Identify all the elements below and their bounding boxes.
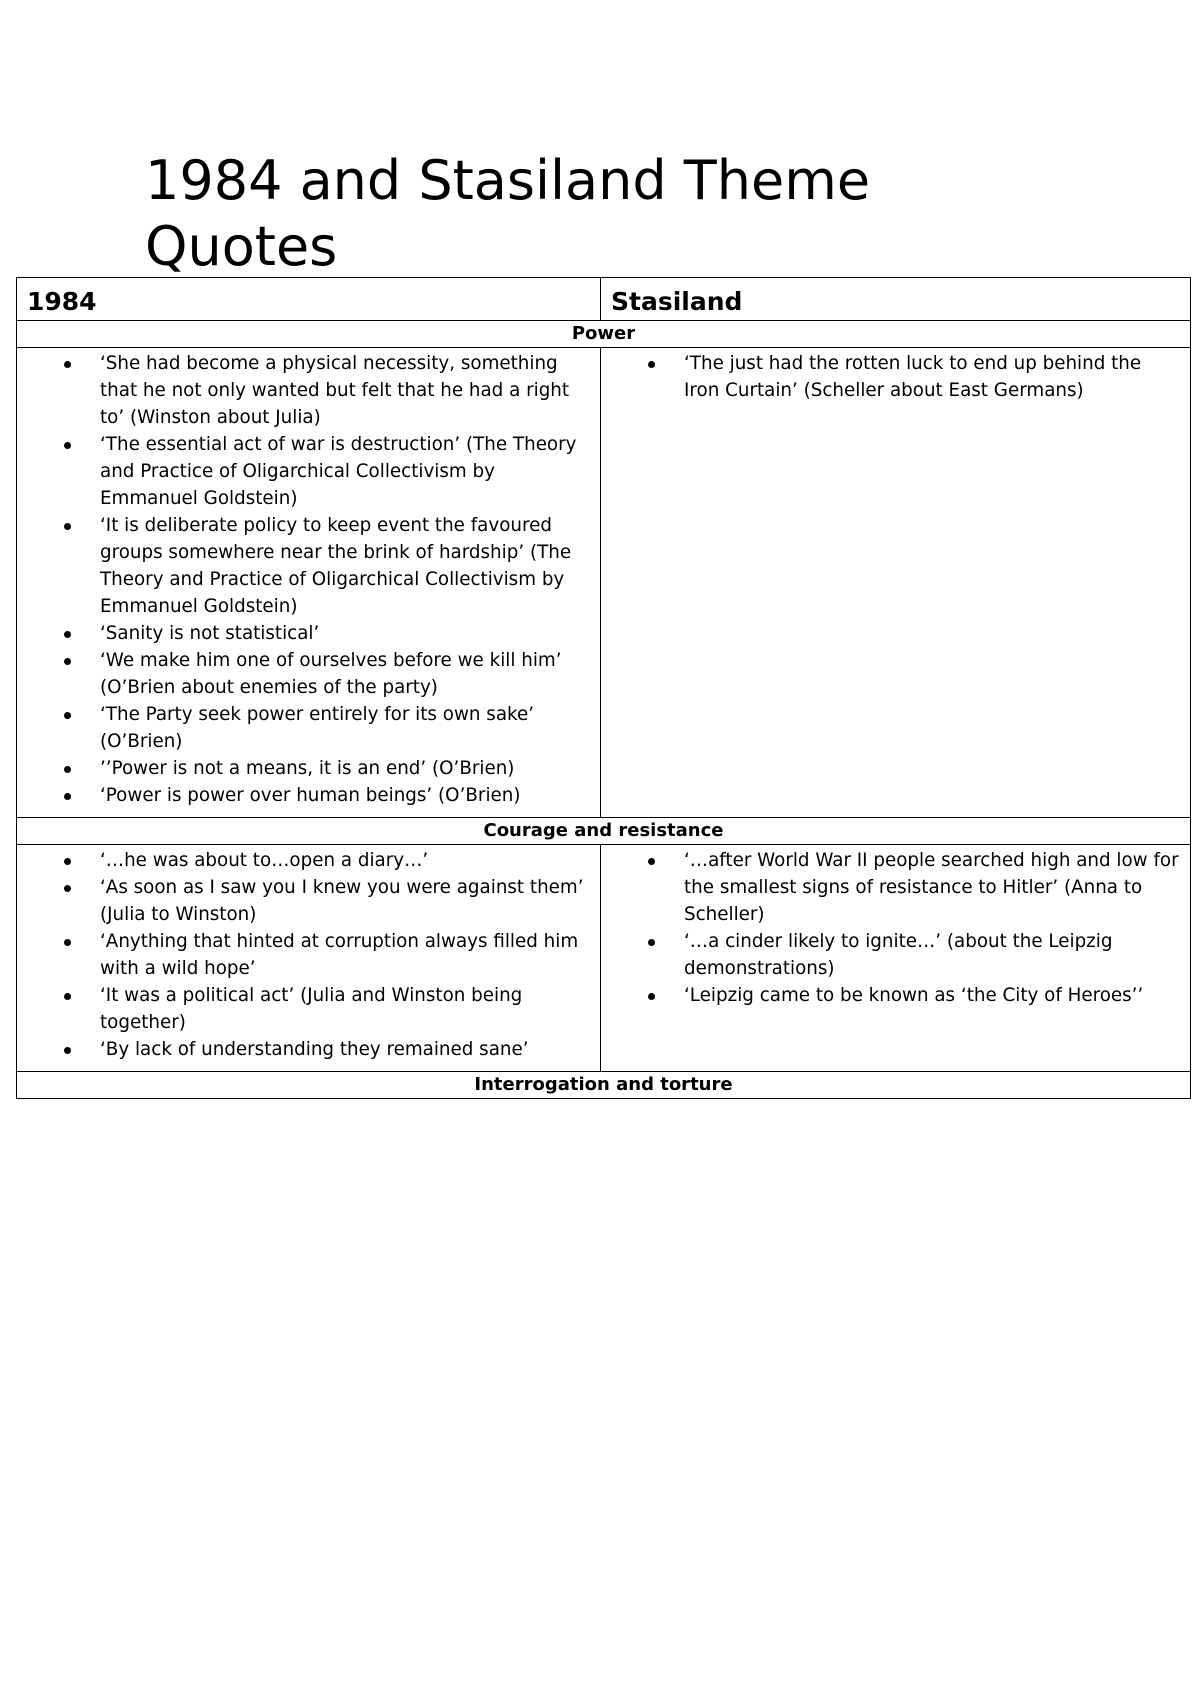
list-item (17, 982, 600, 1036)
list-item (601, 847, 1190, 928)
quote-text: ‘The just had the rotten luck to end up behind the Iron Curtain’ (Scheller about East Germans) (684, 353, 1142, 401)
bullet-icon (648, 939, 655, 946)
list-item (17, 928, 600, 982)
list-item (17, 1036, 600, 1063)
list-item (17, 782, 600, 809)
quotes-row-power (17, 348, 1191, 818)
quote-text: ‘The Party seek power entirely for its own sake’ (O’Brien) (100, 704, 535, 752)
bullet-icon (64, 658, 71, 665)
quote-text: ‘…a cinder likely to ignite…’ (about the Leipzig demonstrations) (684, 931, 1113, 979)
list-item (17, 620, 600, 647)
quote-list (601, 350, 1190, 404)
list-item (17, 647, 600, 701)
list-item (601, 982, 1190, 1009)
bullet-icon (64, 631, 71, 638)
bullet-icon (64, 793, 71, 800)
list-item (17, 847, 600, 874)
quote-list (17, 847, 600, 1063)
list-item (17, 350, 600, 431)
bullet-icon (64, 712, 71, 719)
quote-text: ’’Power is not a means, it is an end’ (O’Brien) (100, 758, 515, 779)
theme-row-courage (17, 818, 1191, 845)
theme-heading: Power (17, 321, 1191, 348)
bullet-icon (648, 361, 655, 368)
theme-row-power (17, 321, 1191, 348)
bullet-icon (648, 858, 655, 865)
quotes-row-courage (17, 845, 1191, 1072)
list-item (601, 928, 1190, 982)
quote-text: ‘She had become a physical necessity, something that he not only wanted but felt that he had a right to’ (Winston about Julia) (100, 353, 570, 428)
bullet-icon (64, 993, 71, 1000)
header-row (17, 278, 1191, 321)
quote-text: ‘…he was about to…open a diary…’ (100, 850, 429, 871)
quotes-cell-1984 (17, 348, 601, 818)
column-header-stasiland: Stasiland (601, 278, 1191, 321)
list-item (601, 350, 1190, 404)
theme-heading: Interrogation and torture (17, 1072, 1191, 1099)
page-title: 1984 and Stasiland Theme Quotes (145, 149, 871, 278)
list-item (17, 512, 600, 620)
bullet-icon (64, 858, 71, 865)
quote-text: ‘By lack of understanding they remained sane’ (100, 1039, 529, 1060)
quote-list (17, 350, 600, 809)
quote-text: ‘It was a political act’ (Julia and Winston being together) (100, 985, 523, 1033)
quote-text: ‘Power is power over human beings’ (O’Brien) (100, 785, 521, 806)
bullet-icon (648, 993, 655, 1000)
quote-text: ‘We make him one of ourselves before we kill him’ (O’Brien about enemies of the party) (100, 650, 562, 698)
quote-text: ‘It is deliberate policy to keep event the favoured groups somewhere near the brink of hardship’ (The Theory and Practice of Oligarchical Collectivism by Emmanuel Goldstein) (100, 515, 572, 617)
quotes-cell-stasiland (601, 348, 1191, 818)
bullet-icon (64, 523, 71, 530)
list-item (17, 431, 600, 512)
quote-text: ‘…after World War II people searched high and low for the smallest signs of resistance to Hitler’ (Anna to Scheller) (684, 850, 1179, 925)
quote-list (601, 847, 1190, 1009)
bullet-icon (64, 1047, 71, 1054)
bullet-icon (64, 939, 71, 946)
list-item (17, 701, 600, 755)
quote-text: ‘Leipzig came to be known as ‘the City of Heroes’’ (684, 985, 1144, 1006)
list-item (17, 874, 600, 928)
quotes-cell-1984 (17, 845, 601, 1072)
list-item (17, 755, 600, 782)
theme-row-interrogation (17, 1072, 1191, 1099)
theme-heading: Courage and resistance (17, 818, 1191, 845)
quotes-table (16, 277, 1191, 1099)
quote-text: ‘As soon as I saw you I knew you were against them’ (Julia to Winston) (100, 877, 584, 925)
quote-text: ‘Anything that hinted at corruption always filled him with a wild hope’ (100, 931, 579, 979)
column-header-1984: 1984 (17, 278, 601, 321)
quote-text: ‘The essential act of war is destruction’ (The Theory and Practice of Oligarchical Collectivism by Emmanuel Goldstein) (100, 434, 577, 509)
bullet-icon (64, 361, 71, 368)
bullet-icon (64, 766, 71, 773)
bullet-icon (64, 442, 71, 449)
quotes-cell-stasiland (601, 845, 1191, 1072)
quote-text: ‘Sanity is not statistical’ (100, 623, 320, 644)
bullet-icon (64, 885, 71, 892)
